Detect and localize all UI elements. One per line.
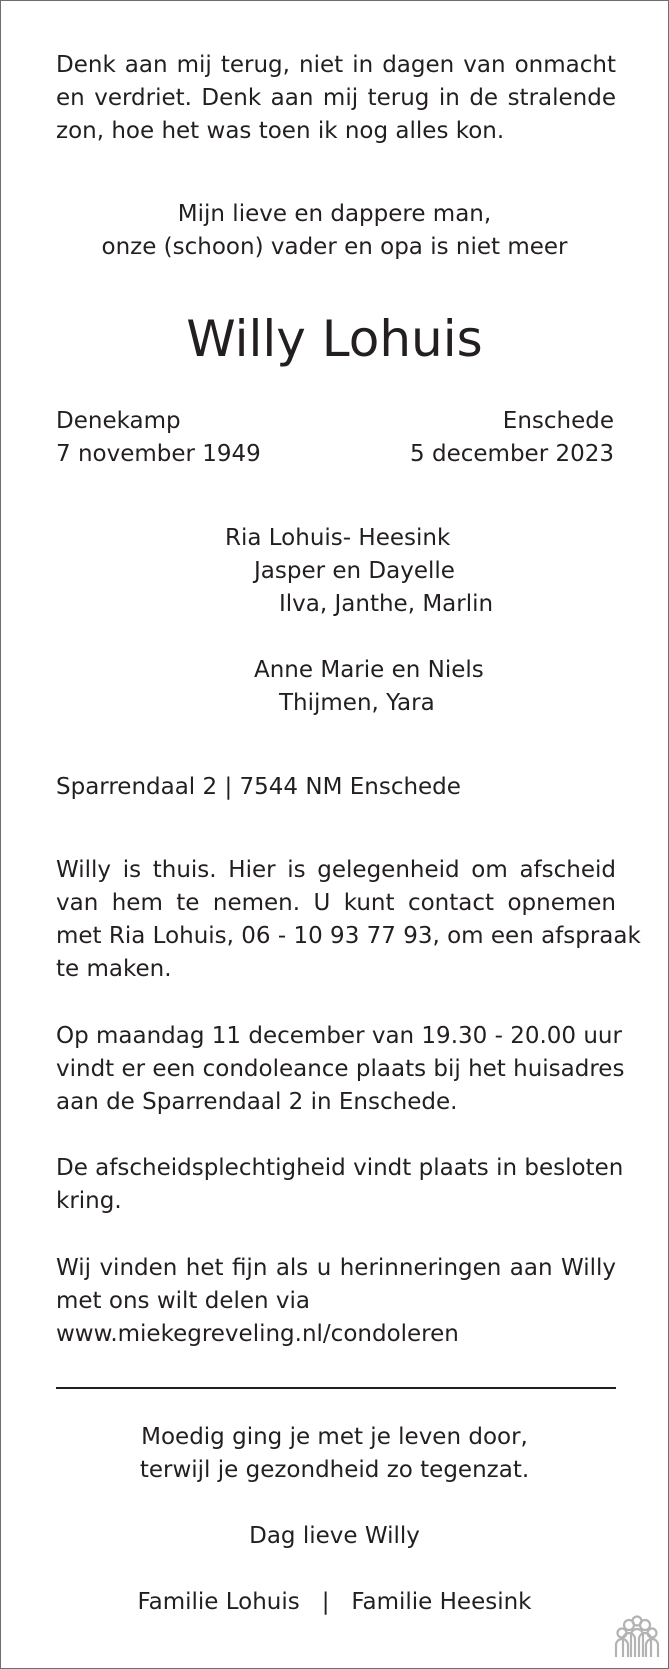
grandchildren: Thijmen, Yara <box>279 690 435 716</box>
visit-paragraph <box>56 854 641 986</box>
paragraph-line: kring. <box>56 1188 122 1214</box>
spouse-name: Ria Lohuis- Heesink <box>225 525 451 551</box>
ceremony-paragraph <box>56 1152 624 1218</box>
death-date: 5 december 2023 <box>410 441 614 467</box>
poem-line: en verdriet. Denk aan mij terug in de stralende <box>56 85 616 111</box>
poem-line: zon, hoe het was toen ik nog alles kon. <box>56 118 505 144</box>
paragraph-line: van hem te nemen. U kunt contact opnemen <box>56 890 616 916</box>
birth-place: Denekamp <box>56 408 181 434</box>
family-signature: Familie Lohuis | Familie Heesink <box>137 1589 532 1615</box>
birth-date: 7 november 1949 <box>56 441 261 467</box>
paragraph-line: Op maandag 11 december van 19.30 - 20.00 uur <box>56 1023 622 1049</box>
opening-poem <box>56 49 616 148</box>
intro-line: Mijn lieve en dappere man, <box>177 201 492 227</box>
closing-poem-line: terwijl je gezondheid zo tegenzat. <box>139 1457 530 1483</box>
farewell-line: Dag lieve Willy <box>249 1523 420 1549</box>
child-couple: Anne Marie en Niels <box>254 657 484 683</box>
poem-line: Denk aan mij terug, niet in dagen van onmacht <box>56 52 616 78</box>
paragraph-line: vindt er een condoleance plaats bij het huisadres <box>56 1056 625 1082</box>
divider <box>56 1387 616 1389</box>
closing-poem-line: Moedig ging je met je leven door, <box>141 1424 528 1450</box>
paragraph-line: De afscheidsplechtigheid vindt plaats in besloten <box>56 1155 624 1181</box>
paragraph-line: met Ria Lohuis, 06 - 10 93 77 93, om een afspraak <box>56 923 641 949</box>
paragraph-line: aan de Sparrendaal 2 in Enschede. <box>56 1089 458 1115</box>
condolence-url: www.miekegreveling.nl/condoleren <box>56 1321 459 1347</box>
deceased-name: Willy Lohuis <box>186 310 483 368</box>
home-address: Sparrendaal 2 | 7544 NM Enschede <box>56 774 461 800</box>
memories-paragraph <box>56 1252 616 1351</box>
death-place: Enschede <box>502 408 614 434</box>
paragraph-line: te maken. <box>56 956 172 982</box>
condolence-paragraph <box>56 1020 625 1119</box>
paragraph-line: Willy is thuis. Hier is gelegenheid om afscheid <box>56 857 616 883</box>
child-couple: Jasper en Dayelle <box>254 558 455 584</box>
paragraph-line: Wij vinden het fijn als u herinneringen aan Willy <box>56 1255 616 1281</box>
paragraph-line: met ons wilt delen via <box>56 1288 311 1314</box>
people-icon <box>613 1613 661 1661</box>
grandchildren: Ilva, Janthe, Marlin <box>279 591 494 617</box>
intro-line: onze (schoon) vader en opa is niet meer <box>101 234 568 260</box>
